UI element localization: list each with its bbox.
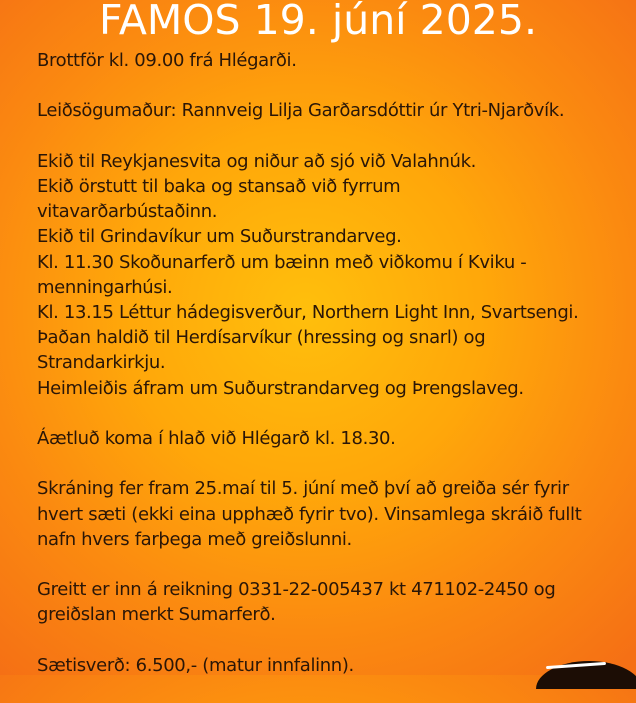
corner-decoration <box>536 661 636 689</box>
text-line: Leiðsögumaður: Rannveig Lilja Garðarsdóttir úr Ytri-Njarðvík. <box>37 100 565 122</box>
paragraph-departure <box>37 48 607 73</box>
text-line: Ekið til Grindavíkur um Suðurstrandarveg. <box>37 226 402 248</box>
paragraph-itinerary <box>37 149 607 401</box>
paragraph-payment <box>37 577 607 627</box>
text-line: Brottför kl. 09.00 frá Hlégarði. <box>37 50 297 71</box>
text-line: hvert sæti (ekki eina upphæð fyrir tvo). Vinsamlega skráið fullt <box>37 503 582 525</box>
text-line: Strandarkirkju. <box>37 352 166 374</box>
text-line: Greitt er inn á reikning 0331-22-005437 kt 471102-2450 og <box>37 579 556 601</box>
text-line: nafn hvers farþega með greiðslunni. <box>37 528 352 550</box>
text-line: Þaðan haldið til Herdísarvíkur (hressing og snarl) og <box>37 327 486 349</box>
paragraph-price <box>37 653 607 678</box>
paragraph-guide <box>37 98 607 123</box>
text-line: Ekið örstutt til baka og stansað við fyrrum <box>37 175 401 197</box>
text-line: Ekið til Reykjanesvita og niður að sjó við Valahnúk. <box>37 150 477 172</box>
flyer-title: FAMOS 19. júní 2025. <box>99 0 537 44</box>
text-line: vitavarðarbústaðinn. <box>37 201 218 223</box>
text-line: Sætisverð: 6.500,- (matur innfalinn). <box>37 654 354 676</box>
text-line: Heimleiðis áfram um Suðurstrandarveg og Þrengslaveg. <box>37 377 524 399</box>
text-line: Kl. 13.15 Léttur hádegisverður, Northern Light Inn, Svartsengi. <box>37 302 579 323</box>
text-line: greiðslan merkt Sumarferð. <box>37 604 276 626</box>
text-line: Skráning fer fram 25.maí til 5. júní með því að greiða sér fyrir <box>37 478 569 500</box>
paragraph-return <box>37 426 607 451</box>
flyer-body <box>37 48 607 703</box>
paragraph-registration <box>37 476 607 552</box>
text-line: Áætluð koma í hlað við Hlégarð kl. 18.30. <box>37 428 396 449</box>
text-line: menningarhúsi. <box>37 276 173 298</box>
text-line: Kl. 11.30 Skoðunarferð um bæinn með viðkomu í Kviku - <box>37 251 527 273</box>
